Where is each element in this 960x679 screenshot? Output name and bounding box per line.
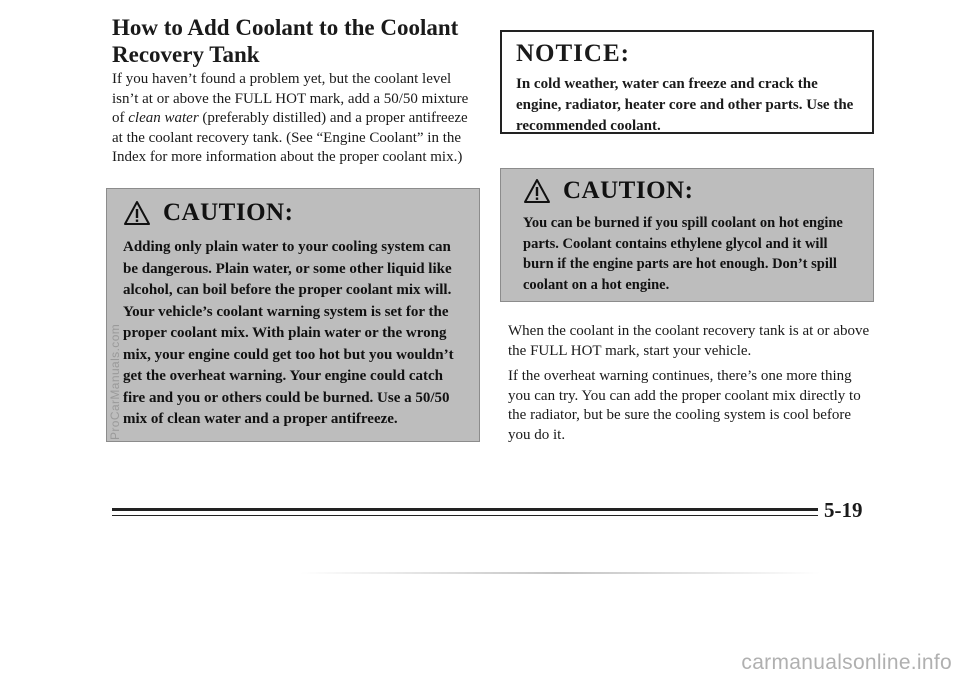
scan-shadow-line [300, 572, 820, 574]
page-number: 5-19 [824, 498, 863, 522]
notice-box [500, 30, 874, 134]
intro-paragraph [112, 70, 472, 168]
notice-text: In cold weather, water can freeze and crack the engine, radiator, heater core and other parts. Use the recommended coolant. [516, 76, 854, 134]
body-paragraph-2: If the overheat warning continues, there’s one more thing you can try. You can add the proper coolant mix directly to the radiator, but be sure the cooling system is cool before you do it. [508, 368, 861, 443]
intro-emphasis: clean water [128, 110, 199, 126]
notice-title: NOTICE: [516, 40, 630, 67]
section-heading: How to Add Coolant to the Coolant Recovery Tank [112, 15, 459, 67]
footer-rule-thick [112, 508, 818, 511]
side-watermark: ProCarManuals.com [108, 323, 122, 440]
footer-rule-thin [112, 515, 818, 516]
intro-text-1: If you haven’t found a problem yet, but the coolant level isn’t at or above the FULL HOT mark, add a 50/50 mixture of [112, 71, 469, 126]
caution-header [523, 177, 859, 205]
caution-text: Adding only plain water to your cooling system can be dangerous. Plain water, or some other liquid like alcohol, can boil before the proper coolant mix will. Your vehicle’s coolant warning system is set for the proper coolant mix. With plain water or the wrong mix, your engine could get too hot but you wouldn’t get the overheat warning. Your engine could catch fire and you or others could be burned. Use a 50/50 mix of clean water and a proper antifreeze. [123, 239, 454, 427]
body-paragraph-1: When the coolant in the coolant recovery tank is at or above the FULL HOT mark, start your vehicle. [508, 323, 870, 359]
caution-title: CAUTION: [563, 177, 694, 204]
intro-text-2: (preferably distilled) and a proper antifreeze at the coolant recovery tank. (See “Engine Coolant” in the Index for more information about the proper coolant mix.) [112, 110, 468, 165]
caution-title: CAUTION: [163, 199, 294, 226]
caution-box-right [500, 168, 874, 302]
warning-triangle-icon [523, 178, 551, 204]
caution-box-left [106, 188, 480, 442]
caution-header [123, 199, 465, 227]
caution-text: You can be burned if you spill coolant on hot engine parts. Coolant contains ethylene glycol and it will burn if the engine parts are hot enough. Don’t spill coolant on a hot engine. [523, 215, 843, 293]
bottom-watermark: carmanualsonline.info [741, 651, 952, 674]
